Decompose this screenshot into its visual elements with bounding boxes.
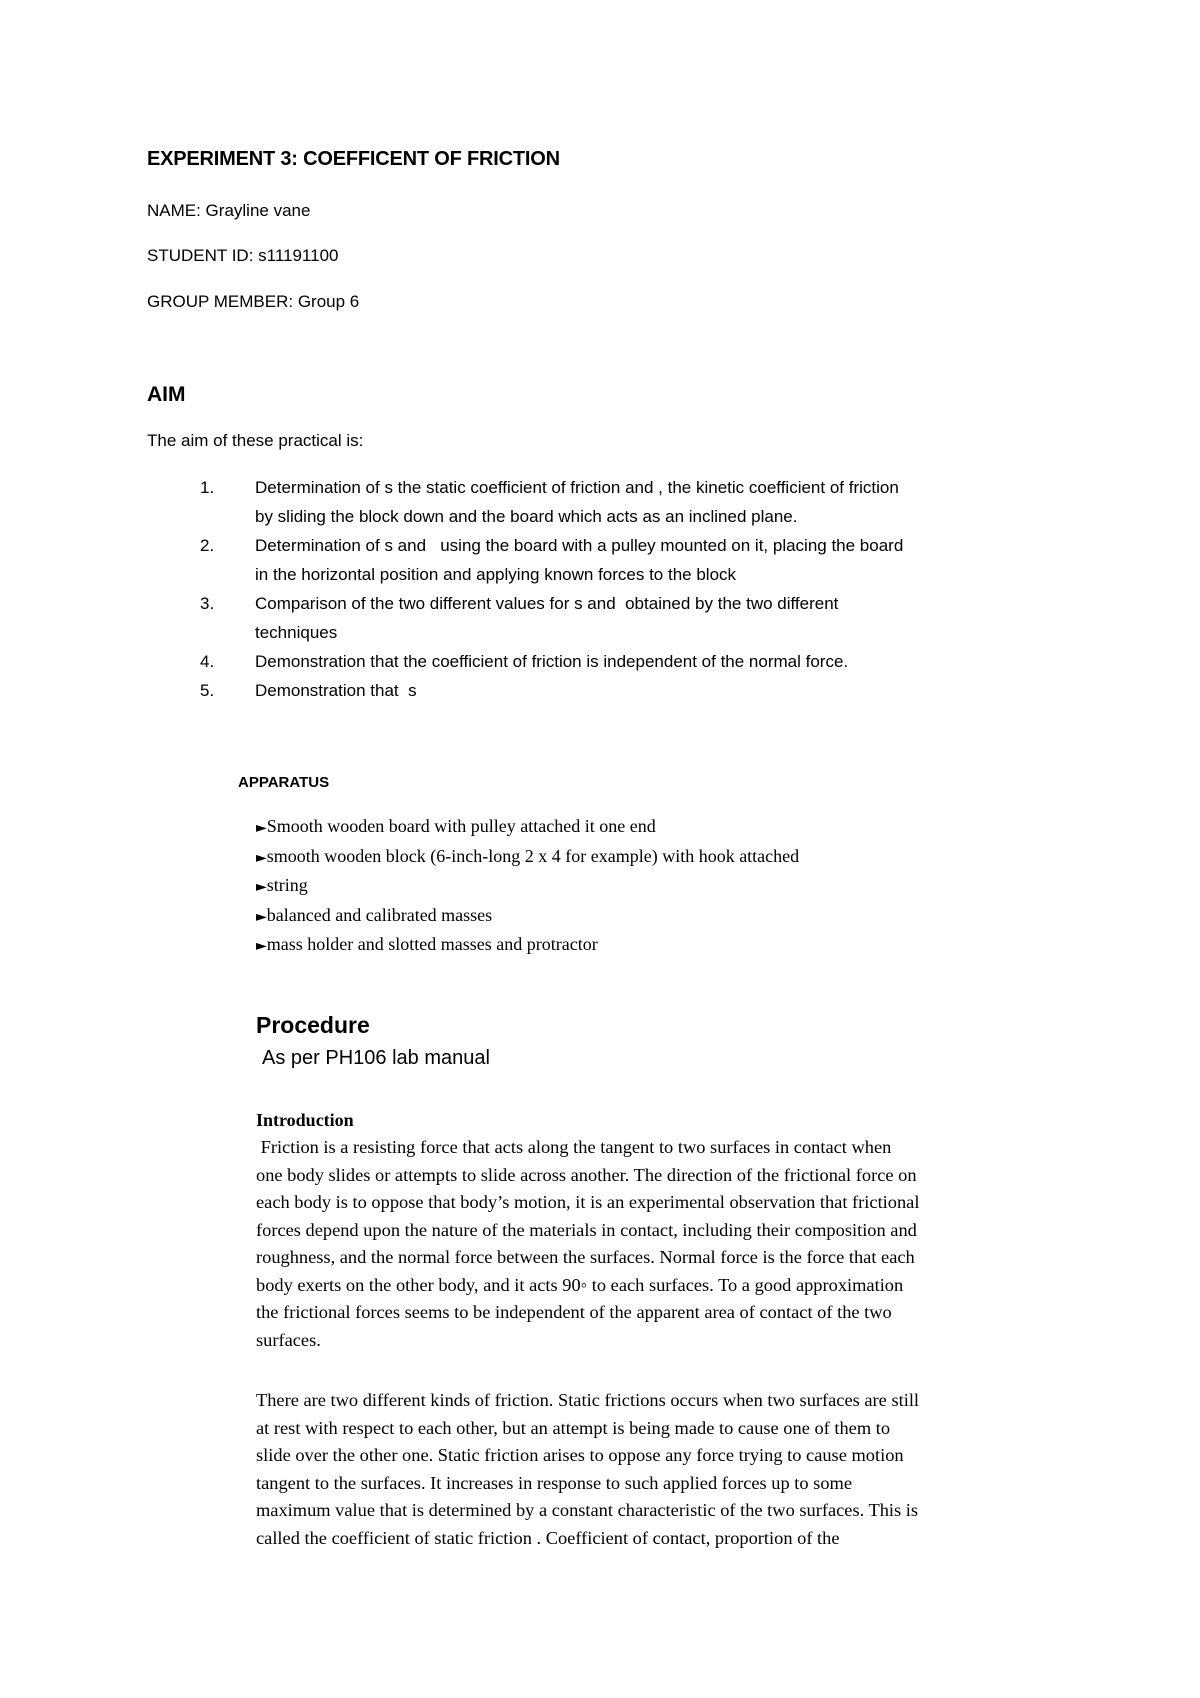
paragraph-line: each body is to oppose that body’s motion, it is an experimental observation that frictional [256,1192,920,1212]
aim-list [200,473,1080,705]
apparatus-item-text: mass holder and slotted masses and protractor [266,934,598,954]
aim-item-line: techniques [255,623,338,642]
aim-item-number: 1. [200,478,215,497]
apparatus-item [256,843,799,873]
aim-item-line: in the horizontal position and applying known forces to the block [255,565,737,584]
aim-item-number: 5. [200,681,215,700]
apparatus-list [256,813,799,961]
paragraph-line: slide over the other one. Static friction arises to oppose any force trying to cause motion [256,1445,904,1465]
student-id: STUDENT ID: s11191100 [147,246,339,265]
apparatus-item [256,902,799,932]
apparatus-item [256,931,799,961]
aim-intro: The aim of these practical is: [147,431,364,450]
paragraph-line: body exerts on the other body, and it acts 90◦ to each surfaces. To a good approximation [256,1274,904,1295]
paragraph-line: maximum value that is determined by a constant characteristic of the two surfaces. This is [256,1500,919,1520]
paragraph-line: at rest with respect to each other, but an attempt is being made to cause one of them to [256,1417,891,1438]
apparatus-item-text: balanced and calibrated masses [266,904,493,925]
aim-item [200,531,1080,589]
aim-item-line: Determination of s and using the board with a pulley mounted on it, placing the board [255,536,904,555]
paragraph-line: surfaces. [256,1329,321,1350]
aim-item-line: Comparison of the two different values for s and obtained by the two different [255,594,839,613]
aim-item [200,473,1080,531]
right-pointer-icon: ► [256,849,267,866]
procedure-heading: Procedure [256,1012,370,1038]
paragraph-line: roughness, and the normal force between the surfaces. Normal force is the force that each [256,1247,915,1267]
aim-item [200,676,1080,705]
paragraph-line: forces depend upon the nature of the materials in contact, including their composition and [256,1219,917,1240]
apparatus-item-text: Smooth wooden board with pulley attached it one end [266,816,656,836]
paragraph-line: the frictional forces seems to be independent of the apparent area of contact of the two [256,1302,892,1322]
aim-item-number: 2. [200,536,215,555]
apparatus-heading: APPARATUS [238,774,330,791]
aim-item-line: Determination of s the static coefficient of friction and , the kinetic coefficient of friction [255,478,899,497]
introduction-paragraph-2 [256,1387,1066,1552]
aim-item-line: by sliding the block down and the board which acts as an inclined plane. [255,507,798,526]
aim-item-number: 4. [200,652,215,671]
aim-item [200,647,1080,676]
right-pointer-icon: ► [256,879,267,895]
paragraph-line: tangent to the surfaces. It increases in response to such applied forces up to some [256,1472,852,1493]
apparatus-item [256,813,799,843]
aim-item-line: Demonstration that s [255,681,417,700]
apparatus-item-text: smooth wooden block (6-inch-long 2 x 4 for example) with hook attached [266,845,800,866]
paragraph-line: one body slides or attempts to slide across another. The direction of the frictional force on [256,1164,917,1185]
document-title: EXPERIMENT 3: COEFFICENT OF FRICTION [147,148,560,170]
aim-heading: AIM [147,383,186,406]
aim-item [200,589,1080,647]
paragraph-line: called the coefficient of static friction . Coefficient of contact, proportion of the [256,1527,840,1548]
paragraph-line: There are two different kinds of friction. Static frictions occurs when two surfaces are still [256,1390,920,1410]
right-pointer-icon: ► [256,820,267,836]
introduction-heading: Introduction [256,1110,354,1130]
right-pointer-icon: ► [256,908,267,925]
aim-item-line: Demonstration that the coefficient of friction is independent of the normal force. [255,652,849,671]
aim-item-number: 3. [200,594,215,613]
apparatus-item [256,872,799,902]
group-member: GROUP MEMBER: Group 6 [147,292,360,311]
student-name: NAME: Grayline vane [147,201,311,220]
right-pointer-icon: ► [256,938,267,954]
apparatus-item-text: string [266,875,308,895]
paragraph-line: Friction is a resisting force that acts along the tangent to two surfaces in contact when [256,1137,892,1157]
procedure-subheading: As per PH106 lab manual [262,1047,490,1069]
introduction-paragraph-1 [256,1134,1066,1354]
